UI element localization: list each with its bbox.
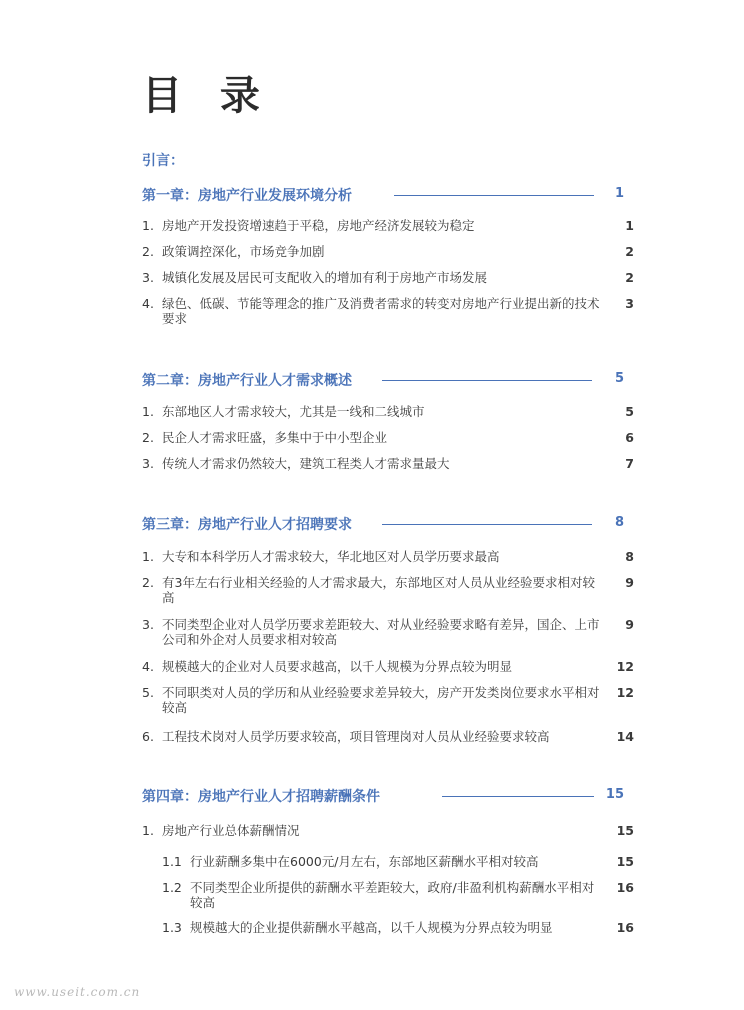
item-page: 5: [625, 404, 634, 419]
item-text: 规模越大的企业对人员要求越高，以千人规模为分界点较为明显: [162, 659, 513, 674]
item-page: 3: [625, 296, 634, 311]
item-page: 1: [625, 218, 634, 233]
item-number: 3.: [142, 456, 154, 471]
item-page: 9: [625, 617, 634, 632]
item-number: 4.: [142, 659, 154, 674]
chapter-4-heading[interactable]: [142, 786, 632, 810]
item-number: 1.3: [162, 920, 182, 935]
item-text: 绿色、低碳、节能等理念的推广及消费者需求的转变对房地产行业提出新的技术要求: [162, 296, 600, 326]
item-text: 不同类型企业对人员学历要求差距较大、对从业经验要求略有差异，国企、上市公司和外企对人员要求相对较高: [162, 617, 600, 647]
item-page: 16: [616, 920, 634, 935]
item-text: 行业薪酬多集中在6000元/月左右，东部地区薪酬水平相对较高: [190, 854, 539, 869]
chapter-divider: [382, 380, 592, 381]
item-page: 12: [616, 685, 634, 700]
item-number: 4.: [142, 296, 154, 311]
chapter-page: 8: [614, 515, 624, 530]
item-number: 1.: [142, 549, 154, 564]
item-text: 有3年左右行业相关经验的人才需求最大，东部地区对人员从业经验要求相对较高: [162, 575, 595, 605]
chapter-divider: [394, 195, 594, 196]
item-number: 1.1: [162, 854, 182, 869]
item-text: 民企人才需求旺盛，多集中于中小型企业: [162, 430, 388, 445]
item-number: 1.: [142, 404, 154, 419]
watermark: www.useit.com.cn: [14, 985, 141, 999]
chapter-3-heading[interactable]: [142, 514, 632, 538]
item-number: 2.: [142, 430, 154, 445]
item-page: 7: [625, 456, 634, 471]
toc-intro-link[interactable]: 引言：: [142, 153, 184, 169]
item-number: 6.: [142, 729, 154, 744]
item-text: 不同职类对人员的学历和从业经验要求差异较大，房产开发类岗位要求水平相对较高: [162, 685, 600, 715]
item-page: 15: [616, 854, 634, 869]
chapter-title: 第三章：房地产行业人才招聘要求: [142, 517, 352, 533]
item-page: 6: [625, 430, 634, 445]
item-number: 3.: [142, 270, 154, 285]
item-text: 城镇化发展及居民可支配收入的增加有利于房地产市场发展: [162, 270, 488, 285]
item-text: 大专和本科学历人才需求较大，华北地区对人员学历要求最高: [162, 549, 500, 564]
item-number: 1.: [142, 218, 154, 233]
chapter-page: 1: [614, 186, 624, 201]
chapter-title: 第二章：房地产行业人才需求概述: [142, 373, 352, 389]
item-page: 2: [625, 270, 634, 285]
item-text: 工程技术岗对人员学历要求较高，项目管理岗对人员从业经验要求较高: [162, 729, 550, 744]
item-number: 3.: [142, 617, 154, 632]
chapter-divider: [382, 524, 592, 525]
chapter-page: 15: [605, 787, 624, 802]
item-page: 14: [616, 729, 634, 744]
chapter-divider: [442, 796, 594, 797]
item-page: 9: [625, 575, 634, 590]
item-text: 规模越大的企业提供薪酬水平越高，以千人规模为分界点较为明显: [190, 920, 553, 935]
item-text: 东部地区人才需求较大，尤其是一线和二线城市: [162, 404, 425, 419]
item-text: 房地产开发投资增速趋于平稳，房地产经济发展较为稳定: [162, 218, 475, 233]
chapter-title: 第四章：房地产行业人才招聘薪酬条件: [142, 789, 380, 805]
chapter-title: 第一章：房地产行业发展环境分析: [142, 188, 352, 204]
item-text: 房地产行业总体薪酬情况: [162, 823, 300, 838]
item-page: 8: [625, 549, 634, 564]
item-text: 政策调控深化，市场竞争加剧: [162, 244, 325, 259]
chapter-2-heading[interactable]: [142, 370, 632, 394]
item-page: 16: [616, 880, 634, 895]
item-page: 15: [616, 823, 634, 838]
item-page: 12: [616, 659, 634, 674]
item-number: 2.: [142, 244, 154, 259]
chapter-page: 5: [614, 371, 624, 386]
item-number: 1.: [142, 823, 154, 838]
item-number: 2.: [142, 575, 154, 590]
toc-title: 目 录: [142, 72, 272, 119]
item-number: 1.2: [162, 880, 182, 895]
item-text: 传统人才需求仍然较大，建筑工程类人才需求量最大: [162, 456, 450, 471]
chapter-1-heading[interactable]: [142, 185, 632, 209]
item-number: 5.: [142, 685, 154, 700]
item-text: 不同类型企业所提供的薪酬水平差距较大，政府/非盈利机构薪酬水平相对较高: [190, 880, 595, 910]
item-page: 2: [625, 244, 634, 259]
